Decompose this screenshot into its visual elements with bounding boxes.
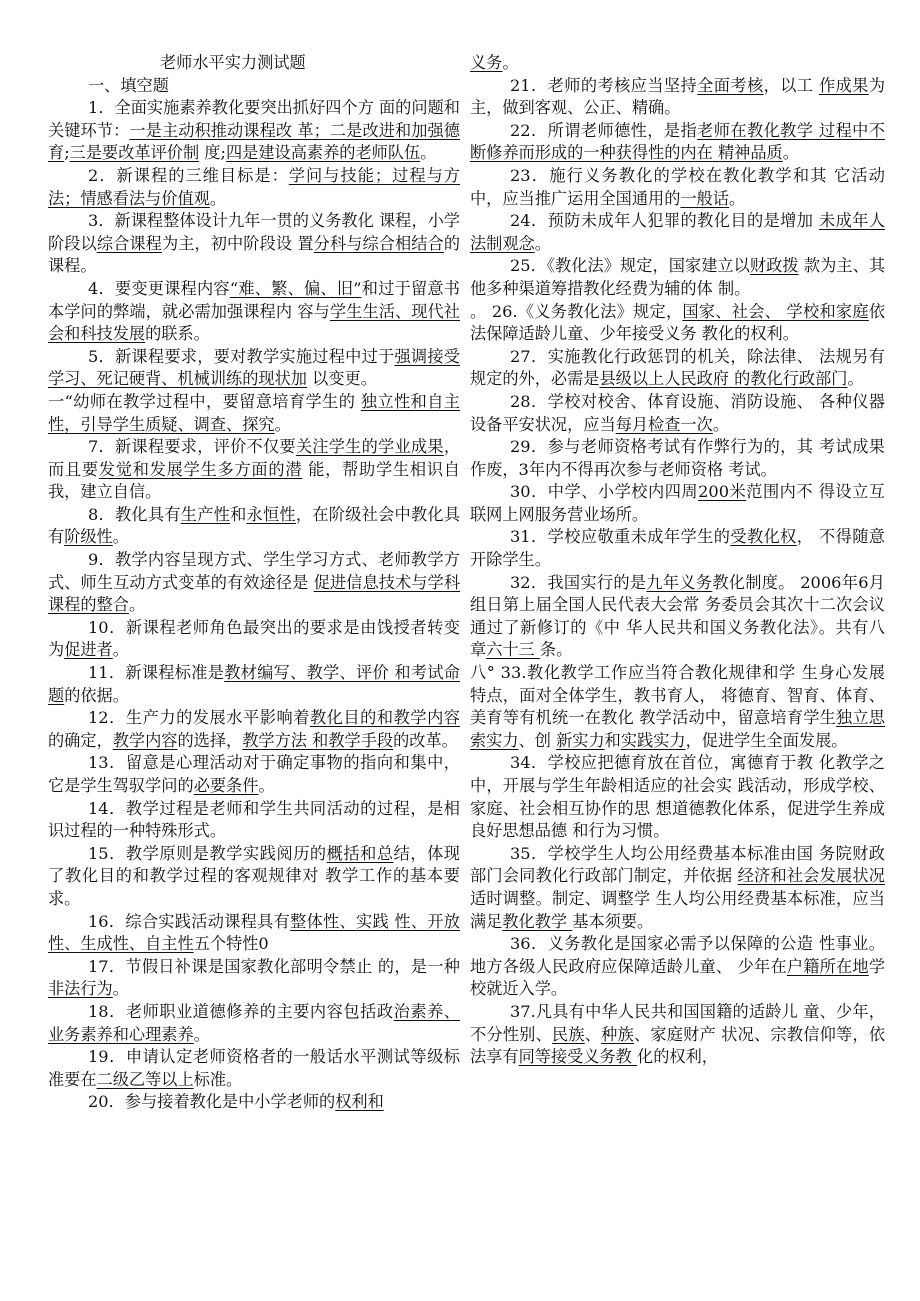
question-text: 适时调整。制定、调整学 生人均公用经费基本标准，应当满足 [470,888,885,931]
question-item [470,165,885,210]
question-item [48,752,460,797]
question-text: 的依据。 [64,685,129,705]
question-item [48,165,460,210]
question-text: 以变更。 [307,369,377,389]
answer-blank: 关注学生的学业成果 [295,437,444,457]
question-text: 12．生产力的发展水平影响着 [88,708,310,728]
question-text: 10．新课程老师角色最突出的要求是由饯授者转变为 [48,617,460,660]
question-item [48,1046,460,1091]
question-text: 度; [199,143,226,163]
answer-blank: 全面考核 [697,75,764,95]
question-item [48,1091,460,1114]
question-item [48,617,460,662]
answer-blank: 未成年人法制观念 [470,211,886,253]
answer-blank: 种族 [601,1024,634,1044]
question-item [470,52,885,75]
answer-blank: 非法行为 [48,979,113,999]
question-text: 28．学校对校舍、体育设施、消防设施、 各种仪器设备平安状况，应当 [470,391,885,434]
question-text: 。 [534,233,551,253]
question-text: 依法保障适龄儿童、少年接受义务 教化的权利。 [470,301,885,344]
question-item [470,301,885,346]
question-item [48,436,460,504]
question-text: 、家庭财产 状况、宗教信仰等，依法享有 [470,1024,886,1067]
answer-blank: 独立性和自主性，引导学生质疑、调查、探究 [48,391,460,434]
question-text: 。 [712,414,729,434]
answer-blank: 教化教学 [502,911,573,931]
question-text: 八° 33.教化教学工作应当符合教化规律和学 生身心发展特点，面对全体学生，教书育人， 将德育、智育、体育、美育等有机统一在教化 教学活动中，留意培育学生 [470,663,885,728]
question-text: 19．申请认定老师资格者的一般话水平测试等级标准要在 [48,1047,460,1089]
section-heading: 一、填空题 [88,75,169,95]
question-text: 34．学校应把德育放在首位，寓德育于教 化教学之中，开展与学生年龄相适应的社会实 践活动，形成学校、家庭、社会相互协作的思 想道德教化体系，促进学生养成良好思想品德 和行为习惯。 [470,753,885,841]
question-text: 29．参与老师资格考试有作弊行为的，其 考试成果作废，3年内不得再次参与老师资格 考试。 [470,437,885,479]
question-item [48,346,460,391]
left-column [48,52,460,1114]
question-item [48,843,460,911]
question-item [48,798,460,843]
question-text: 3．新课程整体设计九年一贯的义务教化 课程，小学阶段以 [48,211,460,253]
question-text: 9．教学内容呈现方式、学生学习方式、老师教学方式、师生互动方式变革的有效途径是 [48,550,460,592]
question-text: 2．新课程的三维目标是： [88,165,289,185]
question-text: ，以工 [763,75,819,95]
answer-blank: 受教化权 [730,527,797,547]
question-item [470,662,885,752]
question-text: 为主，做到客观、公正、精确。 [470,75,886,118]
answer-blank: 九年义务 [646,572,713,592]
question-item [48,278,460,346]
question-text: 和 [230,504,247,524]
question-item [48,707,460,752]
answer-blank: 新实力 [556,730,605,750]
question-text: 。 [420,143,437,163]
question-item [470,1001,885,1069]
question-text: 的改革。 [393,730,458,750]
answer-blank: 概括和总 [326,843,394,863]
question-text: 、 [584,1024,602,1044]
question-item [470,752,885,842]
question-item [48,504,460,549]
question-text: 。 [128,595,146,615]
question-text: 25．《教化法》规定，国家建立以 [510,256,750,276]
answer-blank: 户籍所在地 [786,956,869,976]
question-text: 能，帮助学生相识自我，建立自信。 [48,459,460,502]
answer-blank: 分科与综合相结合 [313,233,444,253]
answer-blank: “难、繁、偏、旧” [229,278,362,298]
question-text: 8．教化具有 [88,504,181,524]
answer-blank: 老师在教化教学 过程中不断修养而形成的一种获得性的内在 精神品质 [470,120,885,163]
answer-blank: 经济和社会发展状况 [737,866,885,886]
answer-blank: 六十三 [486,640,540,660]
question-text: 。 26.《义务教化法》规定， [470,301,683,321]
question-text: 27．实施教化行政惩罚的机关，除法律、 法规另有规定的外，必需是 [470,346,885,389]
question-text: 为主，初中阶段设 置 [161,233,314,253]
answer-blank: 教学内容 [112,730,178,750]
right-column [470,52,885,1069]
answer-blank: 学问与技能；过程与方法；情感看法与价值观 [48,165,460,208]
answer-blank: 综合课程 [96,233,162,253]
question-text: 31．学校应敬重未成年学生的 [510,527,731,547]
question-text: 学校就近入学。 [470,956,885,999]
question-item [470,481,885,526]
answer-blank: 权利和 [335,1092,384,1112]
question-text: 。 [209,188,227,208]
question-text: 的联系。 [145,324,210,344]
question-item [48,391,460,436]
question-text: 7．新课程要求，评价不仅要 [88,437,296,457]
question-text: ，在阶级社会中教化具有 [48,504,461,547]
answer-blank: 三是要改革评价制 [69,143,200,163]
question-item [470,526,885,571]
question-text: 。 [502,53,519,72]
question-text: 32．我国实行的是 [510,572,647,592]
question-text: 11．新课程标准是 [88,663,225,683]
question-text: 和过于留意书本学问的弊端，就必需加强课程内 容与 [48,278,460,321]
answer-blank: 教材编写、教学、评价 和考试命题 [48,663,460,705]
question-text: 。 [112,640,129,660]
question-text: 。 [193,1024,210,1044]
question-text: 30．中学、小学校内四周 [510,482,699,502]
answer-blank: 独立思索实力 [470,708,885,750]
question-text: 。 [729,188,746,208]
question-text: 22．所谓老师德性，是指 [510,120,698,140]
question-item [470,933,885,1001]
question-text: 24．预防未成年人犯罪的教化目的是增加 [510,211,819,231]
question-text: 的选择， [177,730,243,750]
question-item [48,1001,460,1046]
answer-blank: 整体性、实践 性、开放性、生成性、自主性 [48,911,460,954]
question-text: 基本须要。 [572,911,654,931]
question-text: 和 [604,730,621,750]
answer-blank: 财政拨 [749,256,799,276]
question-text: ，而且要 [48,437,460,479]
question-text: 标准。 [193,1069,243,1089]
answer-blank: 民族 [551,1024,585,1044]
question-text: 1．全面实施素养教化要突出抓好四个方 面的问题和关键环节： [48,98,460,140]
question-text: 。 [112,527,129,547]
question-item [48,911,460,956]
question-text: 。 [112,979,129,999]
question-text: ， 不得随意开除学生。 [470,527,885,570]
answer-blank: 作成果 [818,75,869,95]
question-item [470,391,885,436]
answer-blank: 实践实力 [620,730,686,750]
answer-blank: 教化目的和教学内容 [309,708,460,728]
question-text: 范围内不 得设立互联网上网服务营业场所。 [470,482,885,524]
question-text: 教化制度。 2006年6月组日第上届全国人民代表大会常 务委员会其次十二次会议通过了新修订的《中 华人民共和国义务教化法》。共有八章 [470,572,885,660]
question-text: 17．节假日补课是国家教化部明令禁止 的，是一种 [88,956,460,976]
answer-blank: 一是主动积推动课程改 革；二是改进和加强德育 [48,120,460,163]
answer-blank: 治素养、业务素养和心理素养 [48,1001,460,1044]
answer-blank: 义务 [470,53,503,72]
question-text: 条。 [539,640,573,660]
question-text: 13．留意是心理活动对于确定事物的指向和集中，它是学生驾驭学问的 [48,753,460,795]
question-text: 37.凡具有中华人民共和国国籍的适龄儿 童、少年，不分性别、 [470,1001,885,1044]
question-item [48,662,460,707]
question-text: 的课程。 [48,233,461,276]
question-text: 14．教学过程是老师和学生共同活动的过程，是相识过程的一种特殊形式。 [48,798,460,841]
answer-blank: 永恒性 [246,504,296,524]
question-text: 。 [258,776,275,795]
answer-blank: 生产性 [180,504,231,524]
answer-blank: 促进信息技术与学科课程的整合 [48,572,461,615]
question-text: 5．新课程要求，要对教学实施过程中过于 [88,346,395,366]
answer-blank: 县级以上人民政府 的教化行政部门 [599,369,848,389]
question-text: ，促进学生全面发展。 [685,730,848,750]
question-text: 36．义务教化是国家必需予以保障的公造 性事业。地方各级人民政府应保障适龄儿童、 少年在 [470,934,885,976]
answer-blank: 教学方法 和教学手段 [242,730,394,750]
question-text: 4．要变更课程内容 [88,278,230,298]
question-item [470,346,885,391]
answer-blank: 阶级性 [64,527,113,547]
question-text: 15．教学原则是教学实践阅历的 [88,843,327,863]
answer-blank: 同等接受义务教 [518,1047,638,1067]
question-item [48,210,460,278]
question-text: 一“幼师在教学过程中，要留意培育学生的 [48,391,361,411]
question-item [48,97,460,165]
question-text: 16．综合实践活动课程具有 [88,911,291,931]
question-text: 款为主、其他多种渠道筹措教化经费为辅的体 制。 [470,256,886,298]
question-text: 18．老师职业道德修养的主要内容包括政 [88,1001,394,1021]
answer-blank: 一般话 [680,188,729,208]
question-text: 五个特性0 [193,934,269,954]
answer-blank: 国家、社会、 学校和家庭 [682,301,869,321]
question-text: 20．参与接着教化是中小学老师的 [88,1092,336,1112]
question-text: 化的权利， [637,1047,718,1067]
question-text: 的确定， [48,730,113,750]
question-text: 。 [274,414,291,434]
question-item [470,120,885,165]
answer-blank: 每月检查一次 [615,414,713,434]
question-text: 。 [847,369,864,389]
question-text: 。 [782,143,799,163]
answer-blank: 二级乙等以上 [96,1069,194,1089]
question-item [470,210,885,255]
question-text: 21．老师的考核应当坚持 [510,75,698,95]
question-item [470,75,885,120]
question-item [470,255,885,300]
answer-blank: 200米 [698,482,747,502]
answer-blank: 发觉和发展学生多方面的潜 [98,459,303,479]
question-text: 、创 [518,730,557,750]
answer-blank: 促进者 [64,640,113,660]
answer-blank: 学生生活、现代社会和科技发展 [48,301,460,344]
question-item [48,549,460,617]
question-text: 结，体现了教化目的和教学过程的客观规律对 教学工作的基本要求。 [48,843,460,908]
page-title: 老师水平实力测试题 [160,53,306,72]
question-item [48,956,460,1001]
question-item [470,436,885,481]
question-text: 35．学校学生人均公用经费基本标准由国 务院财政部门会同教化行政部门制定，并依据 [470,843,885,886]
answer-blank: 四是建设高素养的老师队伍 [225,143,421,163]
answer-blank: 强调接受学习、死记硬背、机械训练的现状加 [48,346,460,389]
question-text: 23．施行义务教化的学校在教化教学和其 它活动中，应当推广运用全国通用的 [470,165,885,208]
question-text: ; [64,143,70,163]
answer-blank: 必要条件 [193,776,259,795]
question-item [470,572,885,662]
question-item [470,843,885,933]
